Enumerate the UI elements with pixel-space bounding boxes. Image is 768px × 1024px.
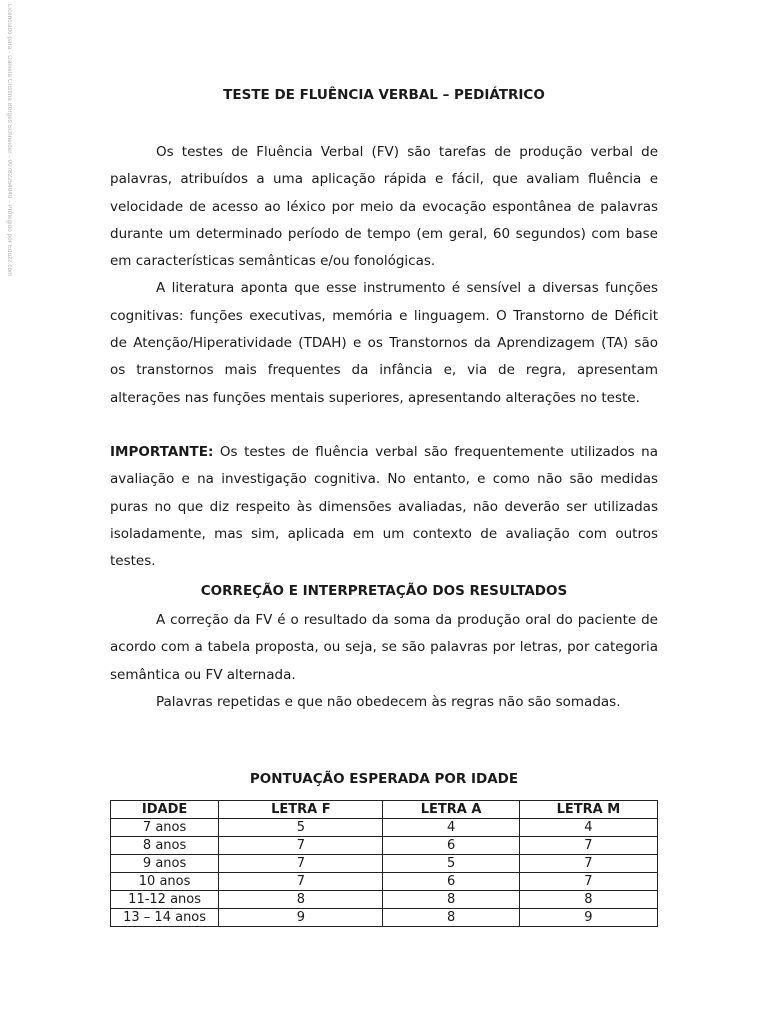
important-text: Os testes de fluência verbal são frequentemente utilizados na avaliação e na investigação cognitiva. No entanto, e como não são medidas puras no que diz respeito às dimensões avaliadas, não deverão ser utilizadas isoladamente, mas sim, aplicada em um contexto de avaliação com outros testes. bbox=[110, 444, 658, 570]
column-header-letter-m: LETRA M bbox=[519, 801, 657, 819]
letter-a-cell: 5 bbox=[383, 855, 519, 873]
table-row bbox=[111, 873, 658, 891]
important-section bbox=[110, 439, 658, 575]
letter-a-cell: 8 bbox=[383, 891, 519, 909]
age-cell: 7 anos bbox=[111, 819, 219, 837]
expected-scores-table bbox=[110, 800, 658, 927]
letter-f-cell: 8 bbox=[219, 891, 383, 909]
age-cell: 9 anos bbox=[111, 855, 219, 873]
letter-f-cell: 7 bbox=[219, 837, 383, 855]
column-header-letter-a: LETRA A bbox=[383, 801, 519, 819]
table-row bbox=[111, 855, 658, 873]
table-header-row bbox=[111, 801, 658, 819]
age-cell: 13 – 14 anos bbox=[111, 909, 219, 927]
letter-a-cell: 4 bbox=[383, 819, 519, 837]
important-label: IMPORTANTE: bbox=[110, 444, 214, 460]
document-title: TESTE DE FLUÊNCIA VERBAL – PEDIÁTRICO bbox=[223, 87, 545, 103]
correction-paragraph-1: A correção da FV é o resultado da soma da produção oral do paciente de acordo com a tabela proposta, ou seja, se são palavras por letras, por categoria semântica ou FV alternada. bbox=[110, 612, 658, 683]
table-row bbox=[111, 837, 658, 855]
table-row bbox=[111, 819, 658, 837]
letter-f-cell: 7 bbox=[219, 855, 383, 873]
letter-f-cell: 5 bbox=[219, 819, 383, 837]
correction-paragraph-2: Palavras repetidas e que não obedecem às regras não são somadas. bbox=[156, 693, 621, 710]
important-paragraph bbox=[110, 439, 658, 575]
column-header-age: IDADE bbox=[111, 801, 219, 819]
letter-m-cell: 8 bbox=[519, 891, 657, 909]
age-cell: 11-12 anos bbox=[111, 891, 219, 909]
letter-m-cell: 7 bbox=[519, 873, 657, 891]
age-cell: 10 anos bbox=[111, 873, 219, 891]
letter-m-cell: 7 bbox=[519, 855, 657, 873]
table-row bbox=[111, 891, 658, 909]
intro-paragraph-1: Os testes de Fluência Verbal (FV) são tarefas de produção verbal de palavras, atribuídos a uma aplicação rápida e fácil, que avaliam fluência e velocidade de acesso ao léxico por meio da evocação espontânea de palavras durante um determinado período de tempo (em geral, 60 segundos) com base em características semânticas e/ou fonológicas. bbox=[110, 144, 658, 270]
letter-m-cell: 7 bbox=[519, 837, 657, 855]
intro-section bbox=[110, 139, 658, 412]
intro-paragraph-2: A literatura aponta que esse instrumento é sensível a diversas funções cognitivas: funções executivas, memória e linguagem. O Transtorno de Déficit de Atenção/Hiperatividade (TDAH) e os Transtornos da Aprendizagem (TA) são os transtornos mais frequentes da infância e, via de regra, apresentam alterações nas funções mentais superiores, apresentando alterações no teste. bbox=[110, 280, 658, 406]
letter-m-cell: 4 bbox=[519, 819, 657, 837]
correction-section bbox=[110, 607, 658, 716]
letter-f-cell: 7 bbox=[219, 873, 383, 891]
age-cell: 8 anos bbox=[111, 837, 219, 855]
license-watermark: Licenciado para - Daniela Cristina Borges Schneider - 00782254040 - Protegido por Eduzz.com bbox=[6, 4, 12, 277]
letter-f-cell: 9 bbox=[219, 909, 383, 927]
correction-title: CORREÇÃO E INTERPRETAÇÃO DOS RESULTADOS bbox=[200, 583, 568, 599]
column-header-letter-f: LETRA F bbox=[219, 801, 383, 819]
letter-m-cell: 9 bbox=[519, 909, 657, 927]
table-row bbox=[111, 909, 658, 927]
table-title: PONTUAÇÃO ESPERADA POR IDADE bbox=[249, 771, 519, 787]
letter-a-cell: 6 bbox=[383, 837, 519, 855]
letter-a-cell: 8 bbox=[383, 909, 519, 927]
letter-a-cell: 6 bbox=[383, 873, 519, 891]
